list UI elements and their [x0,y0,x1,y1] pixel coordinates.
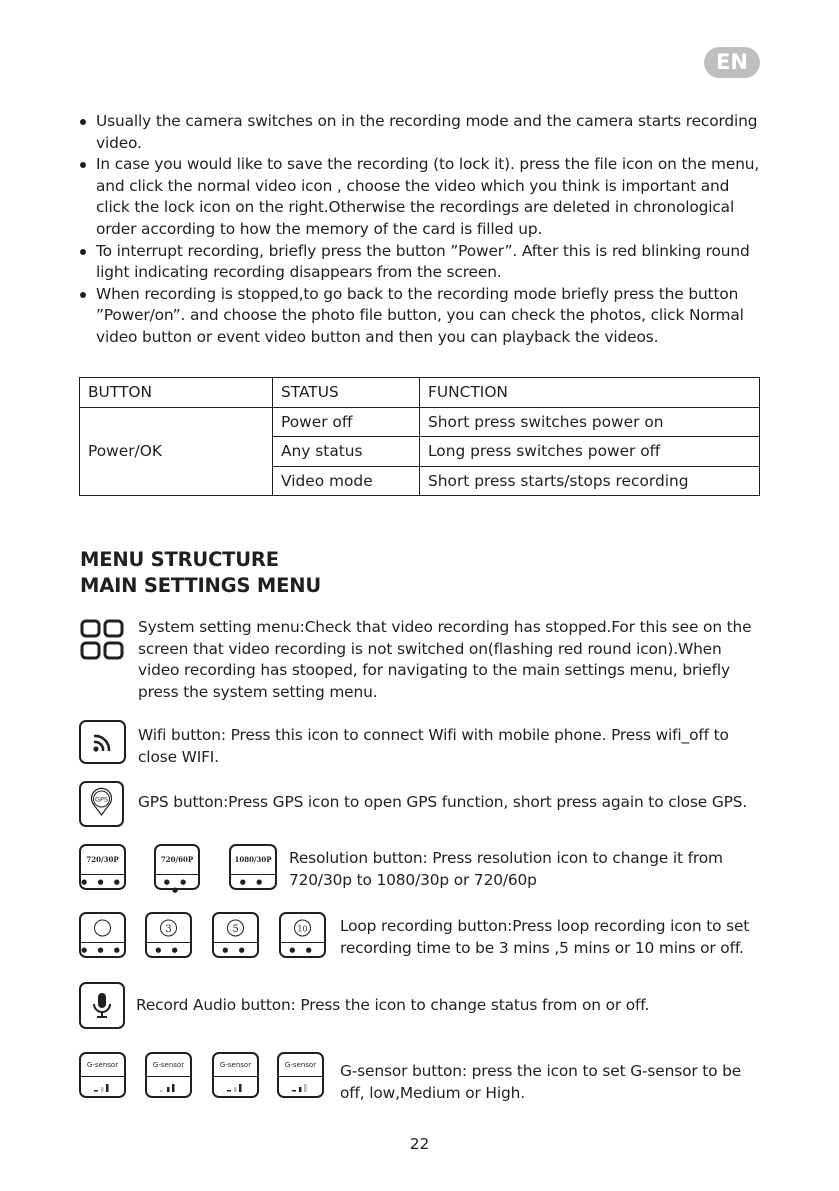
gsensor-icon-label: G-sensor [86,1061,119,1069]
menu-structure-heading: MENU STRUCTURE [80,548,279,571]
resolution-icon-label: 1080/30P [234,855,272,864]
table-cell-status: Video mode [273,466,420,496]
table-cell-status: Power off [273,407,420,437]
gsensor-low-icon [145,1052,192,1098]
system-setting-description: System setting menu:Check that video recording has stopped.For this see on the screen that video recording is not switched on(flashing red round icon).When video recording has stooped, for navigating to the main settings menu, briefly press the system setting menu. [138,618,752,701]
wifi-icon [79,720,126,764]
resolution-720-60p-icon: 720/60P ● ● ● [154,844,200,890]
gsensor-icon-label: G-sensor [284,1061,317,1069]
bullet-item: To interrupt recording, briefly press the button ”Power”. After this is red blinking round light indicating recording disappears from the screen. [80,241,765,284]
loop-off-icon: ● ● ● [79,912,126,958]
gps-icon [79,781,124,827]
loop-icon-label: 10 [297,924,308,934]
resolution-720-30p-icon: 720/30P ● ● ● [79,844,126,890]
system-setting-icon [80,619,126,661]
gsensor-high-icon [277,1052,324,1098]
table-cell-button: Power/OK [80,407,273,496]
gsensor-icon-label: G-sensor [152,1061,185,1069]
table-row [80,407,760,437]
gsensor-medium-icon [212,1052,259,1098]
gsensor-description: G-sensor button: press the icon to set G-sensor to be off, low,Medium or High. [340,1062,742,1102]
table-cell-status: Any status [273,437,420,467]
record-audio-description: Record Audio button: Press the icon to change status from on or off. [136,996,650,1014]
loop-3min-icon: 3 ● ● [145,912,192,958]
loop-recording-description: Loop recording button:Press loop recording icon to set recording time to be 3 mins ,5 mins or 10 mins or off. [340,917,750,957]
resolution-description: Resolution button: Press resolution icon to change it from 720/30p to 1080/30p or 720/60p [289,849,723,889]
loop-icon-label: 3 [165,924,172,935]
wifi-description: Wifi button: Press this icon to connect Wifi with mobile phone. Press wifi_off to close WIFI. [138,726,729,766]
table-header-cell: STATUS [273,378,420,408]
table-header-cell: BUTTON [80,378,273,408]
language-badge: EN [704,47,760,78]
gps-icon-label: GPS [94,795,109,804]
table-header-row [80,378,760,408]
table-header-cell: FUNCTION [420,378,760,408]
table-cell-function: Long press switches power off [420,437,760,467]
loop-10min-icon: 10 ● ● [279,912,326,958]
resolution-1080-30p-icon: 1080/30P ● ● [229,844,277,890]
main-settings-heading: MAIN SETTINGS MENU [80,574,321,597]
resolution-icon-label: 720/60P [160,855,194,864]
instruction-list [80,111,765,349]
microphone-icon [79,982,125,1029]
gsensor-icon-label: G-sensor [219,1061,252,1069]
page-number: 22 [409,1135,430,1153]
loop-icon-label: 5 [232,924,239,935]
button-function-table [79,377,760,496]
gps-description: GPS button:Press GPS icon to open GPS function, short press again to close GPS. [138,793,748,811]
bullet-item: Usually the camera switches on in the recording mode and the camera starts recording video. [80,111,765,154]
resolution-icon-label: 720/30P [86,855,119,864]
table-cell-function: Short press switches power on [420,407,760,437]
table-cell-function: Short press starts/stops recording [420,466,760,496]
gsensor-off-icon [79,1052,126,1098]
bullet-item: In case you would like to save the recording (to lock it). press the file icon on the menu, and click the normal video icon , choose the video which you think is important and click the lock icon on the right.Otherwise the recordings are deleted in chronological order according to how the memory of the card is filled up. [80,154,765,240]
loop-5min-icon: 5 ● ● [212,912,259,958]
bullet-item: When recording is stopped,to go back to the recording mode briefly press the button ”Power/on”. and choose the photo file button, you can check the photos, click Normal video button or event video button and then you can playback the videos. [80,284,765,349]
